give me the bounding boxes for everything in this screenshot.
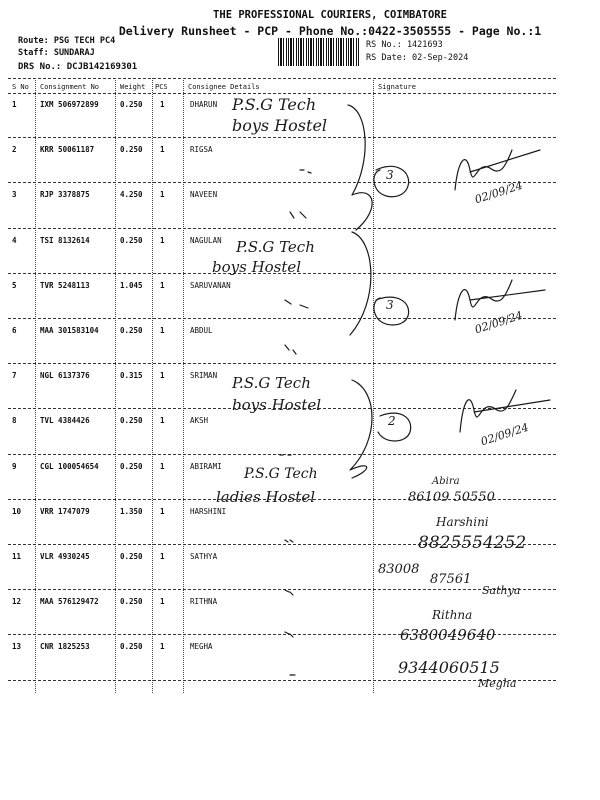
date-sig-c: 02/09/24	[479, 420, 531, 449]
row-pcs: 1	[160, 326, 165, 335]
row-consignment: CNR 1825253	[40, 642, 90, 652]
row-sno: 7	[12, 371, 17, 381]
sig-row-11: Sathya	[482, 584, 521, 597]
row-divider	[8, 228, 556, 229]
phone-row-10: 8825554252	[418, 533, 527, 553]
row-pcs: 1	[160, 371, 165, 381]
col-sno: S No	[12, 83, 29, 91]
row-weight: 0.250	[120, 326, 143, 335]
circle-3a: 3	[386, 168, 394, 182]
row-sno: 6	[12, 326, 17, 335]
company-title: THE PROFESSIONAL COURIERS, COIMBATORE	[213, 9, 447, 21]
row-consignee: ABDUL	[190, 326, 213, 335]
row-pcs: 1	[160, 552, 165, 561]
col-weight: Weight	[120, 83, 146, 91]
row-sno: 8	[12, 416, 17, 426]
row-consignee: NAGULAN	[190, 235, 222, 245]
date-sig-b: 02/09/24	[473, 308, 525, 337]
hand-note-9b: ladies Hostel	[216, 488, 315, 506]
col-pcs: PCS	[155, 83, 168, 91]
row-consignment: TVL 4384426	[40, 416, 90, 426]
row-sno: 3	[12, 190, 17, 200]
row-sno: 12	[12, 597, 22, 607]
row-weight: 0.250	[120, 145, 143, 155]
row-pcs: 1	[160, 597, 165, 607]
hand-note-4: P.S.G Tech	[236, 238, 315, 256]
phone-row-11b: 87561	[430, 572, 472, 587]
row-consignment: NGL 6137376	[40, 371, 90, 381]
row-weight: 0.250	[120, 597, 143, 607]
row-consignee: RIGSA	[190, 145, 213, 155]
row-pcs: 1	[160, 506, 165, 516]
row-pcs: 1	[160, 280, 165, 290]
row-consignment: RJP 3378875	[40, 190, 90, 200]
row-consignee: DHARUN	[190, 100, 218, 109]
hand-note-7b: boys Hostel	[232, 396, 322, 414]
row-divider	[8, 318, 556, 319]
row-sno: 9	[12, 461, 17, 471]
sig-row-10: Harshini	[436, 515, 489, 529]
barcode	[278, 38, 360, 66]
row-consignment: VRR 1747079	[40, 506, 90, 516]
row-pcs: 1	[160, 190, 165, 200]
row-sno: 1	[12, 100, 17, 109]
row-consignee: NAVEEN	[190, 190, 218, 200]
row-divider	[8, 680, 556, 681]
row-sno: 2	[12, 145, 17, 155]
rs-number: RS No.: 1421693	[366, 40, 443, 50]
row-consignment: KRR 50061187	[40, 145, 95, 155]
row-sno: 11	[12, 552, 22, 561]
sig-row-13: Megha	[478, 677, 517, 690]
phone-row-9: 86109 50550	[408, 490, 495, 505]
row-pcs: 1	[160, 416, 165, 426]
sig-row-12: Rithna	[432, 608, 473, 622]
phone-row-11a: 83008	[378, 562, 420, 577]
row-weight: 0.250	[120, 235, 143, 245]
row-consignee: SARUVANAN	[190, 280, 231, 290]
row-pcs: 1	[160, 100, 165, 109]
phone-row-13: 9344060515	[398, 658, 500, 677]
hand-note-9: P.S.G Tech	[244, 466, 318, 482]
row-divider	[8, 363, 556, 364]
row-consignee: AKSH	[190, 416, 209, 426]
sig-row-9: Abira	[432, 476, 460, 487]
row-sno: 4	[12, 235, 17, 245]
hand-note-7: P.S.G Tech	[232, 374, 311, 392]
row-weight: 1.350	[120, 506, 143, 516]
row-consignee: RITHNA	[190, 597, 218, 607]
row-consignment: MAA 576129472	[40, 597, 99, 607]
row-weight: 0.315	[120, 371, 143, 381]
row-divider	[8, 137, 556, 138]
row-weight: 0.250	[120, 642, 143, 652]
row-weight: 0.250	[120, 100, 143, 109]
row-weight: 0.250	[120, 552, 143, 561]
row-consignee: ABIRAMI	[190, 461, 222, 471]
hand-note-4b: boys Hostel	[212, 258, 302, 276]
row-pcs: 1	[160, 235, 165, 245]
row-weight: 4.250	[120, 190, 143, 200]
row-pcs: 1	[160, 145, 165, 155]
row-consignee: SATHYA	[190, 552, 218, 561]
drs-number: DRS No.: DCJB142169301	[18, 62, 138, 72]
phone-row-12: 6380049640	[400, 626, 496, 644]
col-consignment: Consignment No	[40, 83, 100, 91]
row-consignee: SRIMAN	[190, 371, 218, 381]
row-divider	[8, 589, 556, 590]
circle-2: 2	[388, 414, 396, 428]
row-consignment: IXM 506972899	[40, 100, 99, 109]
row-sno: 13	[12, 642, 22, 652]
runsheet-subtitle: Delivery Runsheet - PCP - Phone No.:0422-3505555 - Page No.:1	[118, 24, 542, 38]
date-sig-a: 02/09/24	[473, 178, 525, 207]
staff-label: Staff: SUNDARAJ	[18, 48, 95, 58]
col-signature: Signature	[378, 83, 416, 91]
row-pcs: 1	[160, 642, 165, 652]
row-weight: 0.250	[120, 416, 143, 426]
row-pcs: 1	[160, 461, 165, 471]
hand-note-1: P.S.G Tech	[232, 95, 317, 114]
hand-note-1b: boys Hostel	[232, 116, 328, 135]
row-consignment: MAA 301583104	[40, 326, 99, 335]
row-consignment: TVR 5248113	[40, 280, 90, 290]
col-consignee: Consignee Details	[188, 83, 260, 91]
row-consignment: TSI 8132614	[40, 235, 90, 245]
row-divider	[8, 454, 556, 455]
row-sno: 5	[12, 280, 17, 290]
route-label: Route: PSG TECH PC4	[18, 36, 116, 46]
row-consignment: VLR 4930245	[40, 552, 90, 561]
row-divider	[8, 182, 556, 183]
row-consignment: CGL 100054654	[40, 461, 99, 471]
row-consignee: HARSHINI	[190, 506, 227, 516]
circle-3b: 3	[386, 298, 394, 312]
row-consignee: MEGHA	[190, 642, 213, 652]
row-sno: 10	[12, 506, 22, 516]
rs-date: RS Date: 02-Sep-2024	[366, 53, 469, 63]
row-weight: 1.045	[120, 280, 143, 290]
row-weight: 0.250	[120, 461, 143, 471]
